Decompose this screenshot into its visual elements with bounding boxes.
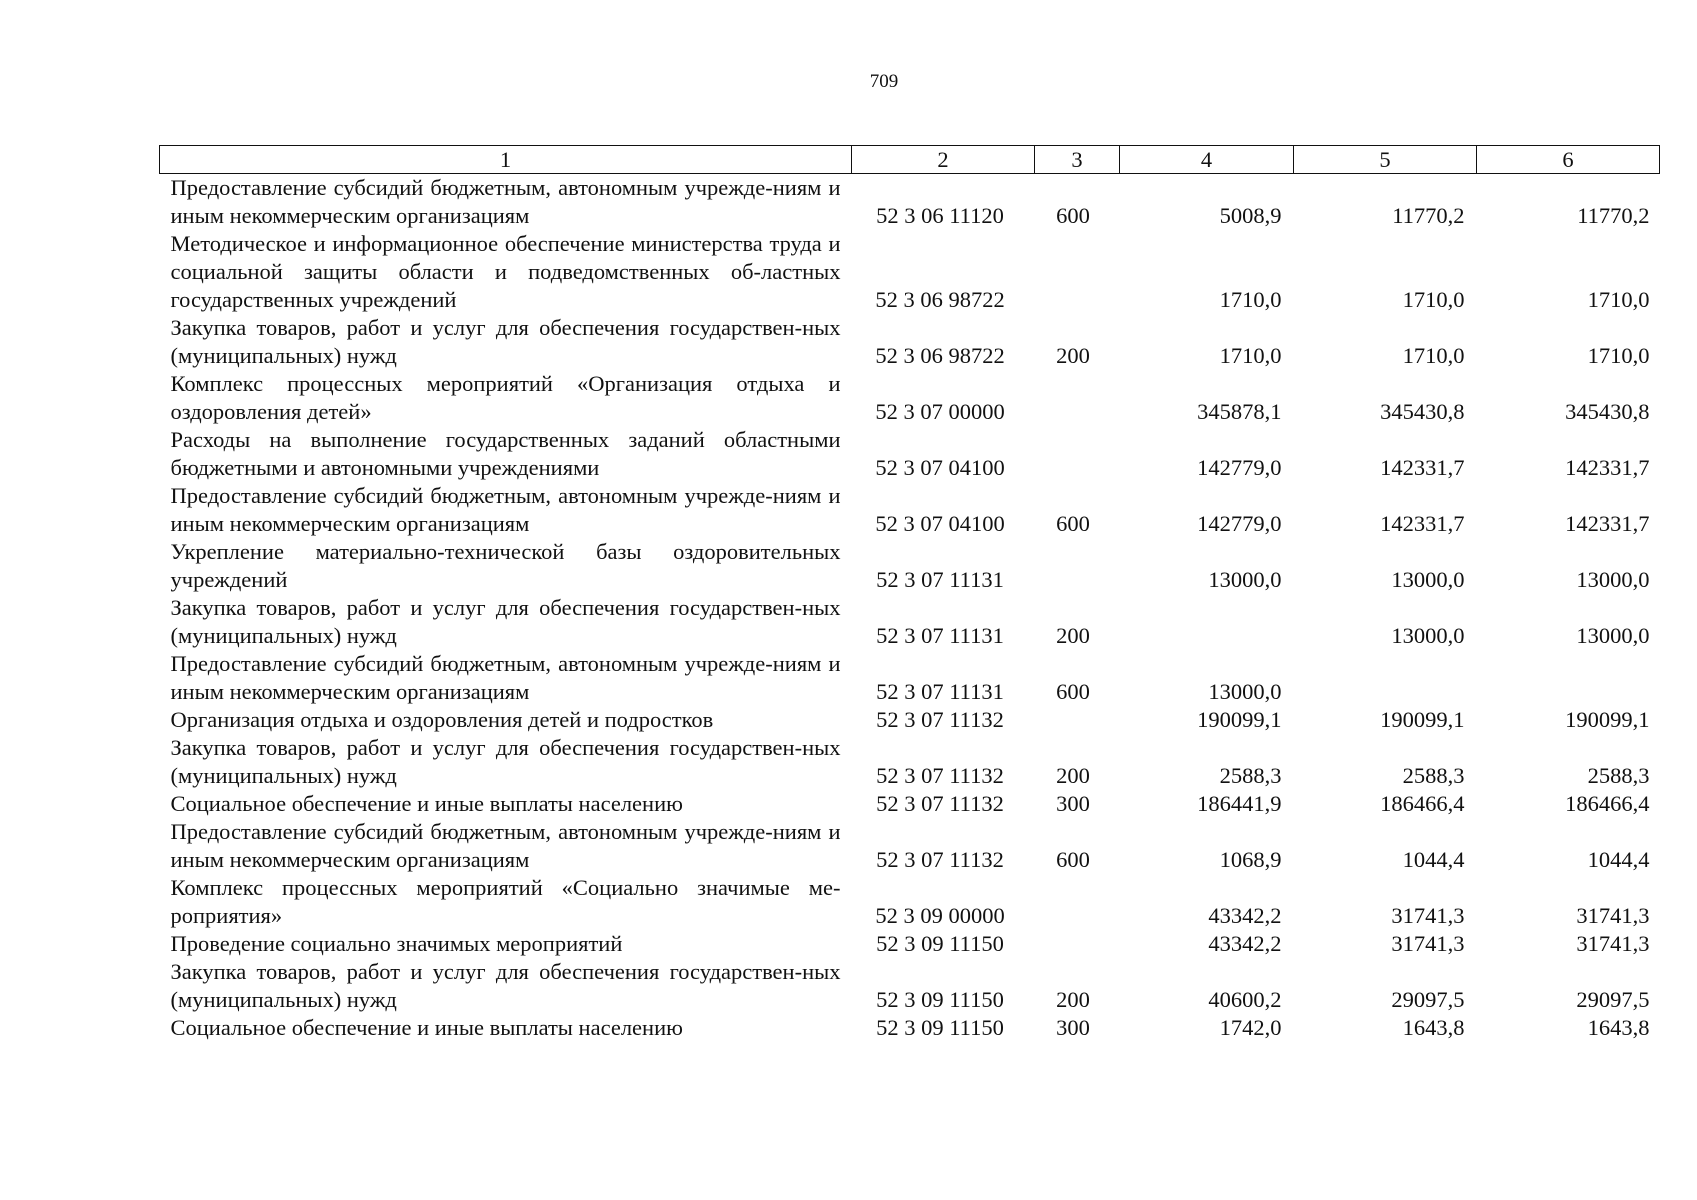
row-value-col5: 186466,4 [1380, 791, 1465, 816]
row-value-col5: 11770,2 [1392, 203, 1465, 228]
row-value-col5: 345430,8 [1380, 399, 1465, 424]
table-row [160, 426, 1660, 482]
row-expense-type: 300 [1056, 1015, 1090, 1040]
row-name: Организация отдыха и оздоровления детей и подростков [170, 707, 714, 732]
row-value-col6: 1643,8 [1587, 1015, 1650, 1040]
row-value-col4: 13000,0 [1208, 567, 1282, 592]
row-name: Закупка товаров, работ и услуг для обеспечения государствен-ных (муниципальных) нужд [170, 959, 841, 1012]
table-row [160, 538, 1660, 594]
row-value-col6: 31741,3 [1576, 903, 1650, 928]
page-number: 709 [869, 71, 899, 92]
table-row [160, 930, 1660, 958]
row-value-col4: 1710,0 [1219, 343, 1282, 368]
row-value-col4: 345878,1 [1197, 399, 1282, 424]
table-row [160, 594, 1660, 650]
table-body [160, 174, 1660, 1043]
table-row [160, 958, 1660, 1014]
row-expense-type [1035, 426, 1120, 482]
row-value-col6: 142331,7 [1565, 511, 1650, 536]
row-value-col4: 13000,0 [1208, 679, 1282, 704]
row-value-col4: 142779,0 [1197, 511, 1282, 536]
row-code: 52 3 09 11150 [876, 987, 1004, 1012]
row-value-col4: 1742,0 [1219, 1015, 1282, 1040]
row-value-col6 [1477, 650, 1660, 706]
row-code: 52 3 07 11131 [876, 567, 1004, 592]
row-name: Социальное обеспечение и иные выплаты населению [170, 791, 683, 816]
row-name: Предоставление субсидий бюджетным, автономным учрежде-ниям и иным некоммерческим организациям [170, 819, 841, 872]
row-value-col6: 190099,1 [1565, 707, 1650, 732]
row-value-col4: 2588,3 [1219, 763, 1282, 788]
row-code: 52 3 07 11132 [876, 791, 1004, 816]
row-expense-type: 200 [1056, 763, 1090, 788]
row-value-col4: 1710,0 [1219, 287, 1282, 312]
row-code: 52 3 07 11132 [876, 847, 1004, 872]
row-name: Укрепление материально-технической базы оздоровительных учреждений [170, 539, 841, 592]
header-col-3: 3 [1035, 146, 1120, 174]
row-value-col6: 186466,4 [1565, 791, 1650, 816]
row-code: 52 3 07 00000 [875, 399, 1005, 424]
row-value-col6: 13000,0 [1576, 623, 1650, 648]
row-expense-type: 300 [1056, 791, 1090, 816]
row-name: Предоставление субсидий бюджетным, автономным учрежде-ниям и иным некоммерческим организациям [170, 483, 841, 536]
budget-table [159, 145, 1660, 1042]
table-row [160, 482, 1660, 538]
row-value-col6: 1710,0 [1587, 287, 1650, 312]
row-code: 52 3 06 98722 [875, 343, 1005, 368]
table-row [160, 706, 1660, 734]
table-row [160, 790, 1660, 818]
header-col-5: 5 [1294, 146, 1477, 174]
row-value-col5: 2588,3 [1402, 763, 1465, 788]
table-row [160, 314, 1660, 370]
table-row [160, 874, 1660, 930]
row-expense-type [1035, 930, 1120, 958]
row-code: 52 3 07 11131 [876, 623, 1004, 648]
row-value-col5: 1643,8 [1402, 1015, 1465, 1040]
row-code: 52 3 07 04100 [875, 511, 1005, 536]
row-value-col5: 31741,3 [1391, 931, 1465, 956]
row-value-col5: 1710,0 [1402, 343, 1465, 368]
row-value-col4: 43342,2 [1208, 903, 1282, 928]
row-value-col5: 142331,7 [1380, 455, 1465, 480]
row-code: 52 3 09 11150 [876, 931, 1004, 956]
row-value-col5: 13000,0 [1391, 623, 1465, 648]
row-value-col4: 43342,2 [1208, 931, 1282, 956]
row-name: Расходы на выполнение государственных заданий областными бюджетными и автономными учреждениями [170, 427, 841, 480]
row-name: Закупка товаров, работ и услуг для обеспечения государствен-ных (муниципальных) нужд [170, 595, 841, 648]
row-value-col5: 1710,0 [1402, 287, 1465, 312]
header-col-4: 4 [1120, 146, 1294, 174]
header-col-2: 2 [852, 146, 1035, 174]
row-code: 52 3 06 98722 [875, 287, 1005, 312]
row-value-col5: 142331,7 [1380, 511, 1465, 536]
table-header [160, 146, 1660, 174]
row-value-col5 [1294, 650, 1477, 706]
row-code: 52 3 06 11120 [876, 203, 1004, 228]
row-value-col6: 1044,4 [1587, 847, 1650, 872]
row-value-col6: 142331,7 [1565, 455, 1650, 480]
row-name: Методическое и информационное обеспечение министерства труда и социальной защиты области и подведомственных об-ластных государственных учреждений [170, 231, 841, 312]
row-expense-type [1035, 874, 1120, 930]
header-col-1: 1 [160, 146, 852, 174]
row-code: 52 3 09 11150 [876, 1015, 1004, 1040]
row-value-col6: 1710,0 [1587, 343, 1650, 368]
table-row [160, 650, 1660, 706]
row-value-col4: 142779,0 [1197, 455, 1282, 480]
row-expense-type: 200 [1056, 623, 1090, 648]
row-expense-type: 600 [1056, 511, 1090, 536]
row-code: 52 3 07 04100 [875, 455, 1005, 480]
header-col-6: 6 [1477, 146, 1660, 174]
table-row [160, 174, 1660, 231]
row-value-col4 [1120, 594, 1294, 650]
row-expense-type: 600 [1056, 203, 1090, 228]
row-value-col5: 13000,0 [1391, 567, 1465, 592]
row-value-col6: 11770,2 [1577, 203, 1650, 228]
row-value-col6: 13000,0 [1576, 567, 1650, 592]
row-expense-type [1035, 230, 1120, 314]
row-value-col5: 29097,5 [1391, 987, 1465, 1012]
row-expense-type [1035, 706, 1120, 734]
row-name: Социальное обеспечение и иные выплаты населению [170, 1015, 683, 1040]
row-expense-type [1035, 370, 1120, 426]
row-expense-type [1035, 538, 1120, 594]
row-value-col5: 1044,4 [1402, 847, 1465, 872]
row-name: Закупка товаров, работ и услуг для обеспечения государствен-ных (муниципальных) нужд [170, 315, 841, 368]
row-value-col4: 190099,1 [1197, 707, 1282, 732]
row-expense-type: 200 [1056, 343, 1090, 368]
table-row [160, 370, 1660, 426]
row-name: Комплекс процессных мероприятий «Социально значимые ме-роприятия» [170, 875, 841, 928]
header-row [160, 146, 1660, 174]
row-value-col6: 29097,5 [1576, 987, 1650, 1012]
row-name: Предоставление субсидий бюджетным, автономным учрежде-ниям и иным некоммерческим организациям [170, 651, 841, 704]
table-row [160, 1014, 1660, 1042]
row-value-col4: 1068,9 [1219, 847, 1282, 872]
row-value-col5: 190099,1 [1380, 707, 1465, 732]
row-value-col4: 40600,2 [1208, 987, 1282, 1012]
row-code: 52 3 07 11131 [876, 679, 1004, 704]
table-row [160, 230, 1660, 314]
row-code: 52 3 07 11132 [876, 763, 1004, 788]
row-name: Предоставление субсидий бюджетным, автономным учрежде-ниям и иным некоммерческим организациям [170, 175, 841, 228]
row-code: 52 3 07 11132 [876, 707, 1004, 732]
row-value-col6: 31741,3 [1576, 931, 1650, 956]
row-value-col4: 5008,9 [1219, 203, 1282, 228]
row-code: 52 3 09 00000 [875, 903, 1005, 928]
row-value-col5: 31741,3 [1391, 903, 1465, 928]
table-row [160, 734, 1660, 790]
row-value-col6: 2588,3 [1587, 763, 1650, 788]
row-name: Комплекс процессных мероприятий «Организация отдыха и оздоровления детей» [170, 371, 841, 424]
row-value-col4: 186441,9 [1197, 791, 1282, 816]
row-expense-type: 600 [1056, 847, 1090, 872]
row-name: Проведение социально значимых мероприятий [170, 931, 623, 956]
table-row [160, 818, 1660, 874]
row-expense-type: 600 [1056, 679, 1090, 704]
row-name: Закупка товаров, работ и услуг для обеспечения государствен-ных (муниципальных) нужд [170, 735, 841, 788]
row-value-col6: 345430,8 [1565, 399, 1650, 424]
row-expense-type: 200 [1056, 987, 1090, 1012]
